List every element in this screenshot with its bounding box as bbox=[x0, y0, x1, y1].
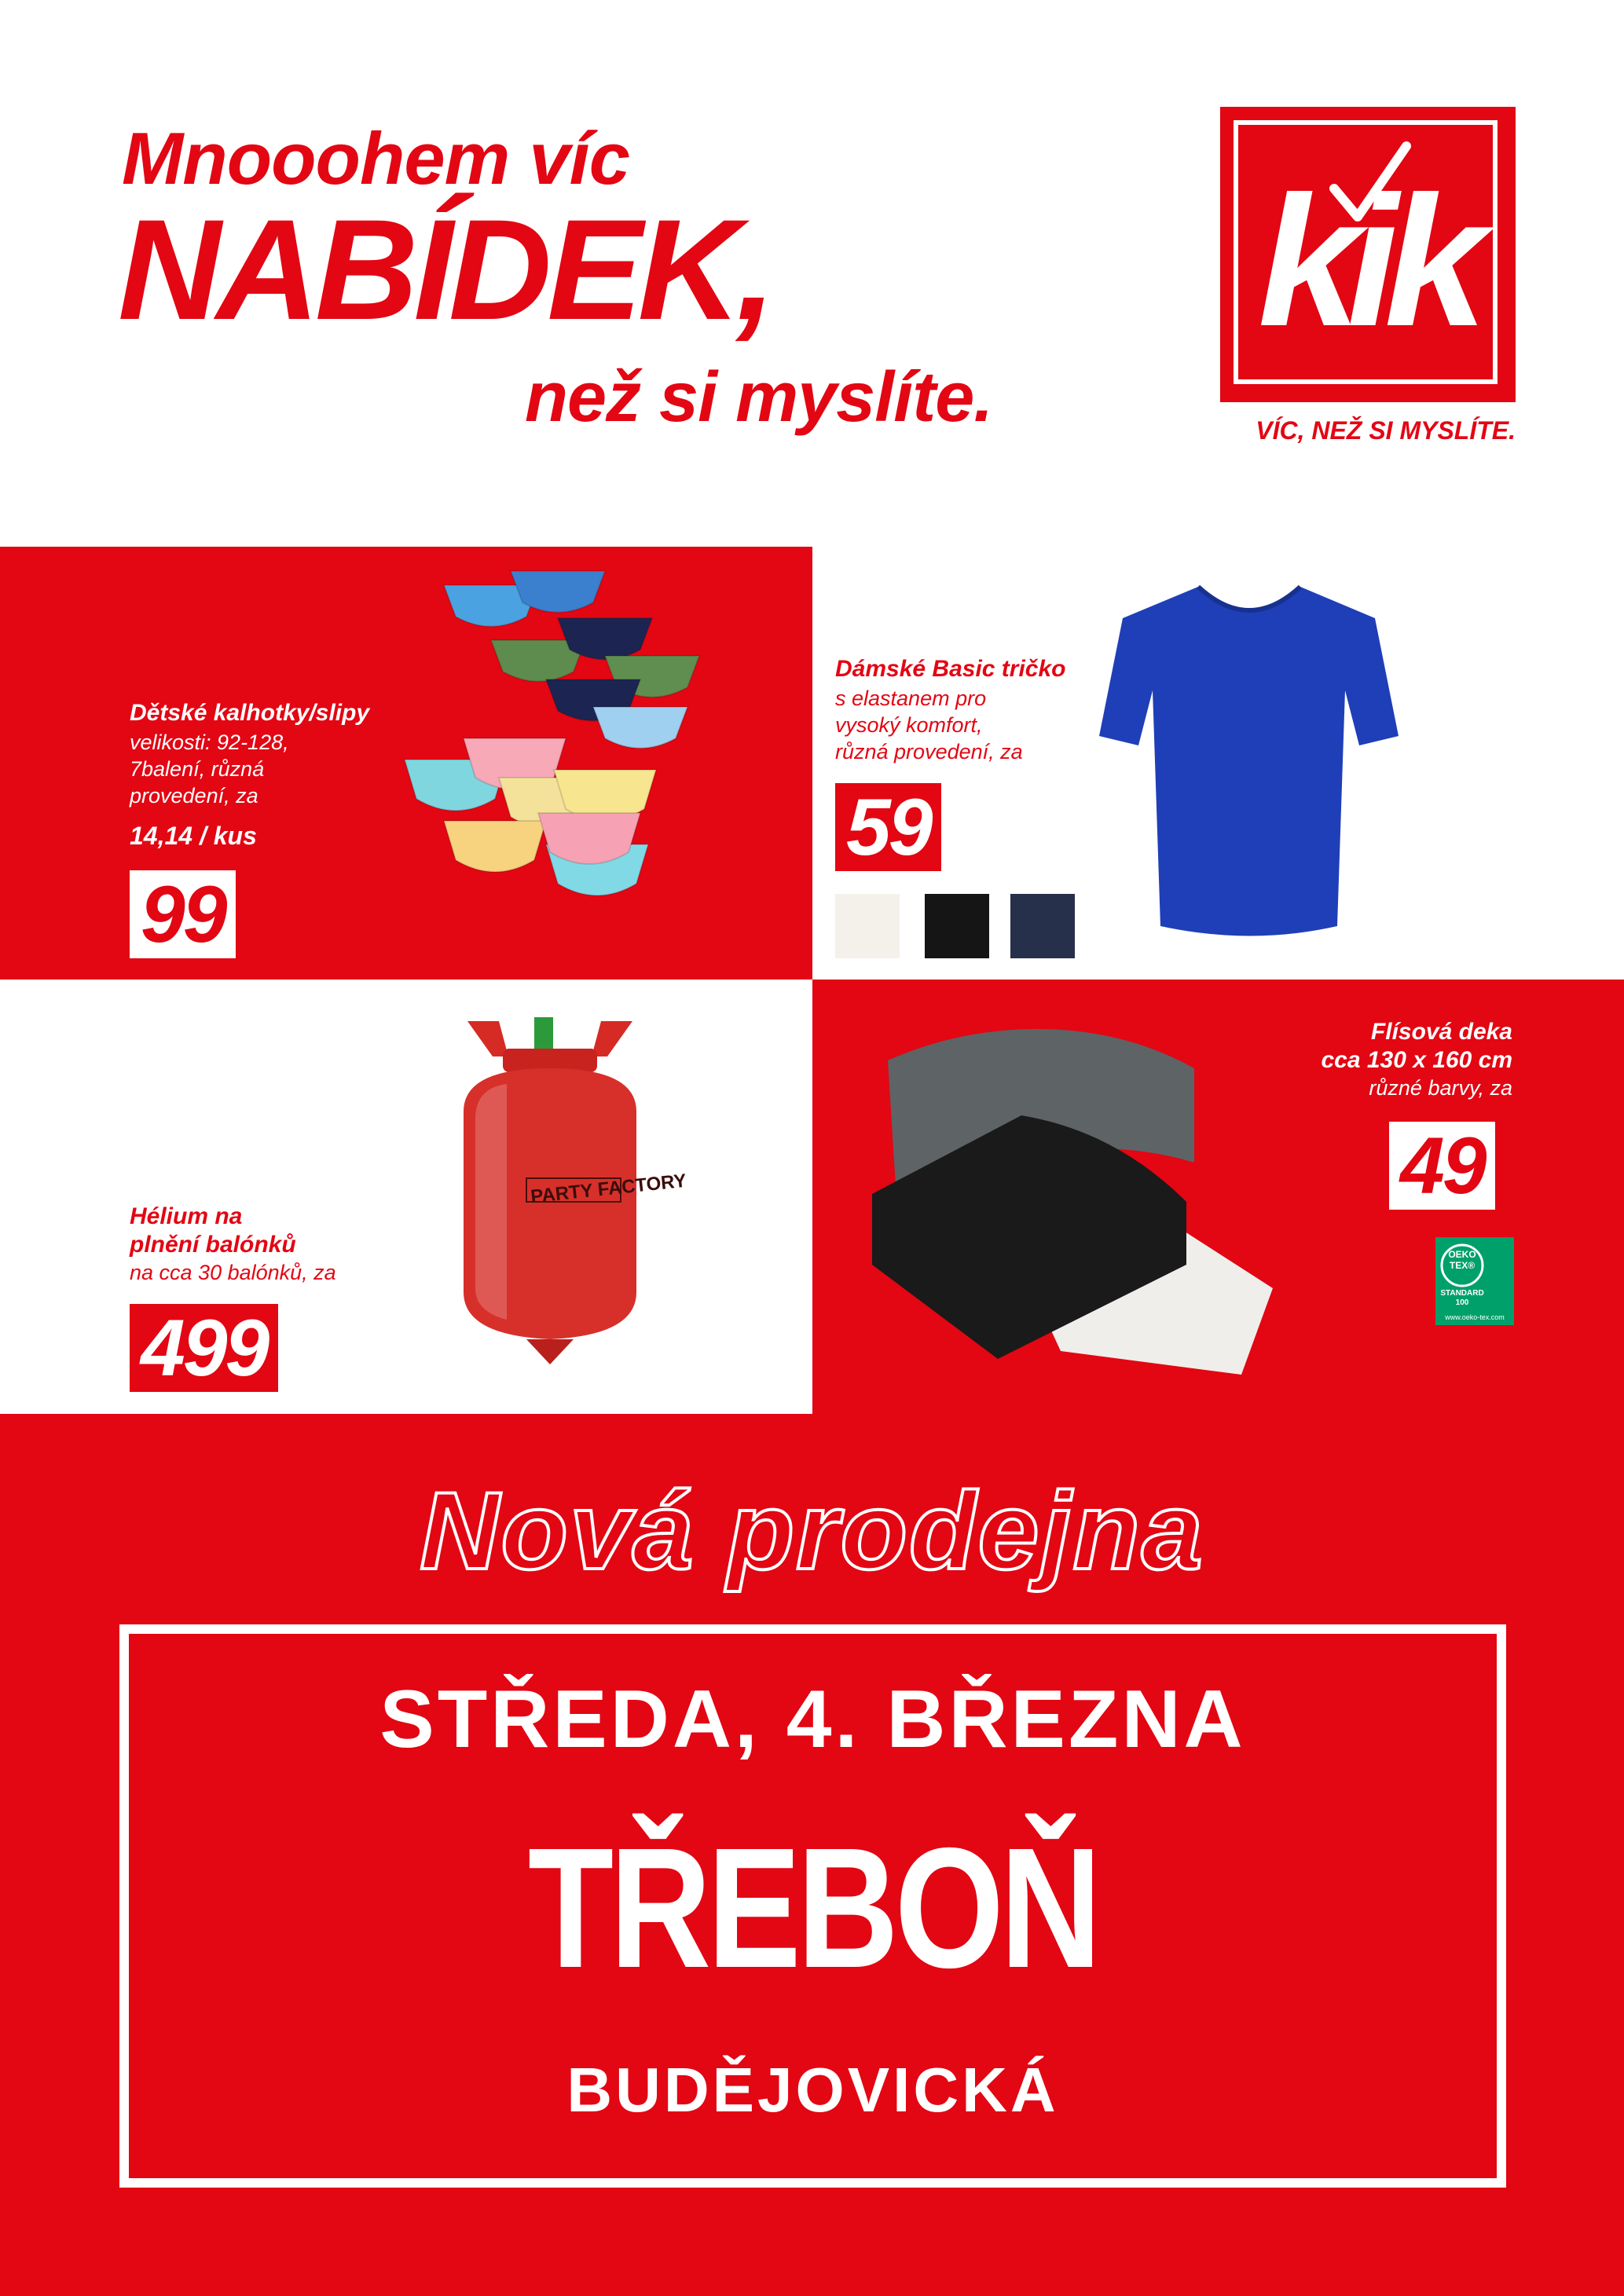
product-desc-3: provedení, za bbox=[130, 784, 258, 807]
product-desc-1: na cca 30 balónků, za bbox=[130, 1261, 336, 1284]
store-opening-title: Nová prodejna bbox=[420, 1469, 1204, 1592]
product-desc-1: různé barvy, za bbox=[1369, 1076, 1512, 1100]
product-desc-2: 7balení, různá bbox=[130, 757, 265, 781]
logo-tagline: VÍC, NEŽ SI MYSLÍTE. bbox=[1256, 416, 1516, 445]
color-swatch-white bbox=[835, 894, 900, 958]
unit-price: 14,14 / kus bbox=[130, 822, 257, 850]
badge-line-2: TEX® bbox=[1449, 1260, 1476, 1271]
price-tag: 499 bbox=[130, 1304, 278, 1392]
fleece-blanket-image bbox=[864, 1013, 1273, 1390]
product-name: Dětské kalhotky/slipy bbox=[130, 700, 370, 726]
badge-line-4: 100 bbox=[1455, 1298, 1469, 1307]
product-name-line-2: cca 130 x 160 cm bbox=[1321, 1047, 1512, 1073]
product-desc-2: vysoký komfort, bbox=[835, 713, 983, 737]
store-city: TŘEBOŇ bbox=[527, 1813, 1098, 2004]
headline-line-2: NABÍDEK, bbox=[118, 189, 772, 350]
tank-label: PARTY FACTORY bbox=[530, 1170, 687, 1208]
badge-line-3: STANDARD bbox=[1440, 1289, 1484, 1298]
product-name-line-1: Hélium na bbox=[130, 1203, 243, 1229]
badge-line-1: OEKO bbox=[1448, 1249, 1476, 1260]
opening-date: STŘEDA, 4. BŘEZNA bbox=[379, 1674, 1246, 1765]
product-desc-1: s elastanem pro bbox=[835, 687, 987, 710]
badge-url: www.oeko-tex.com bbox=[1445, 1313, 1505, 1321]
color-swatch-black bbox=[925, 894, 989, 958]
headline-line-1: Mnooohem víc bbox=[122, 117, 630, 200]
color-swatch-navy bbox=[1010, 894, 1075, 958]
price-tag: 99 bbox=[130, 870, 236, 958]
checkmark-icon bbox=[1328, 140, 1414, 234]
price-tag: 59 bbox=[835, 783, 941, 871]
kik-logo-text: kik bbox=[1257, 158, 1474, 365]
product-name: Dámské Basic tričko bbox=[835, 656, 1066, 682]
product-desc-1: velikosti: 92-128, bbox=[130, 731, 289, 754]
price-tag: 49 bbox=[1389, 1122, 1495, 1210]
product-name-line-1: Flísová deka bbox=[1370, 1019, 1512, 1045]
product-name-line-2: plnění balónků bbox=[130, 1232, 296, 1258]
tshirt-image bbox=[1096, 577, 1402, 947]
product-desc-3: různá provedení, za bbox=[835, 740, 1023, 764]
product-panel-helium bbox=[0, 980, 812, 1414]
underwear-pack-image bbox=[397, 562, 727, 962]
headline-line-3: než si myslíte. bbox=[525, 358, 993, 437]
store-street: BUDĚJOVICKÁ bbox=[566, 2055, 1059, 2125]
